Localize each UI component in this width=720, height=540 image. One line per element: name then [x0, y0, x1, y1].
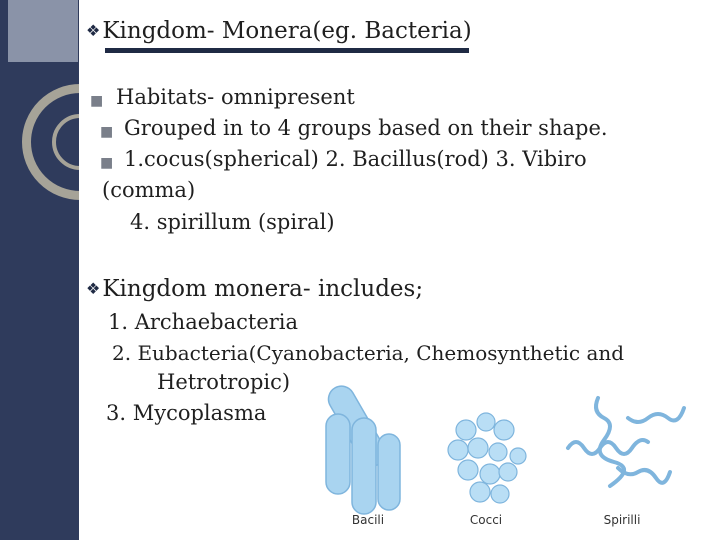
bullet-grouped: Grouped in to 4 groups based on their shape.: [124, 116, 608, 140]
heading-label: Kingdom monera- includes;: [102, 276, 424, 302]
spirilli-group: [568, 398, 684, 486]
sidebar-decoration: [0, 0, 79, 540]
include-item-1: 1. Archaebacteria: [108, 310, 299, 334]
caption-cocci: Cocci: [469, 513, 503, 527]
square-bullet-icon: ■: [90, 93, 104, 109]
cocci-group: [448, 413, 526, 503]
bacteria-shapes-image: [318, 378, 690, 534]
bullet-shapes-continued: (comma): [102, 178, 196, 202]
include-item-2-continued: Hetrotropic): [157, 370, 291, 394]
include-item-2: 2. Eubacteria(Cyanobacteria, Chemosynthetic and: [112, 341, 625, 365]
bullet-shapes-continued-2: 4. spirillum (spiral): [130, 210, 335, 234]
diamond-icon: ❖: [86, 279, 101, 298]
heading-underline: [105, 48, 469, 53]
include-item-3: 3. Mycoplasma: [106, 401, 267, 425]
square-bullet-icon: ■: [100, 155, 114, 171]
square-bullet-icon: ■: [100, 124, 114, 140]
bullet-habitats: Habitats- omnipresent: [116, 85, 355, 109]
bacilli-group: [324, 381, 400, 514]
bullet-shapes: 1.cocus(spherical) 2. Bacillus(rod) 3. Vibiro: [124, 147, 587, 171]
decorative-square: [8, 0, 78, 62]
diamond-icon: ❖: [86, 21, 101, 40]
heading-label: Kingdom- Monera(eg. Bacteria): [102, 18, 472, 44]
caption-spirilli: Spirilli: [603, 513, 641, 527]
heading-monera-includes: [86, 276, 423, 302]
heading-kingdom-monera: [86, 18, 472, 44]
caption-bacili: Bacili: [351, 513, 385, 527]
